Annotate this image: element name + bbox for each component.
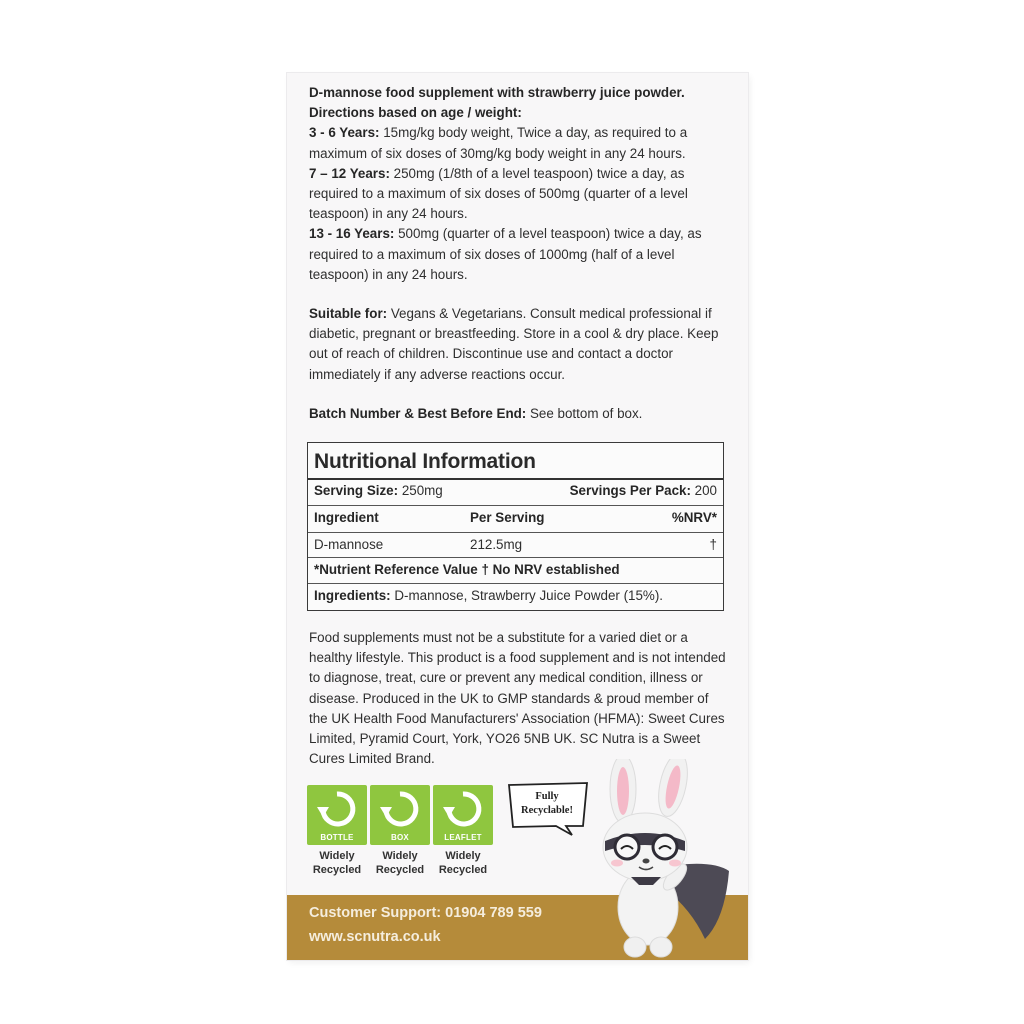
recycle-caption-line2: Recycled — [375, 864, 425, 876]
nutrition-title: Nutritional Information — [314, 450, 536, 473]
speech-bubble — [508, 782, 588, 826]
age-group-13-16 — [309, 224, 729, 285]
col-per-serving: Per Serving — [470, 510, 545, 525]
per-serving-cell: 212.5mg — [470, 537, 523, 552]
servings-per-pack-value: 200 — [690, 483, 717, 498]
directions-section — [309, 83, 729, 424]
suitable-for — [309, 304, 729, 385]
recycle-icon-label: LEAFLET — [444, 833, 482, 842]
servings-per-pack — [570, 479, 717, 503]
serving-size-label: Serving Size: — [314, 483, 399, 498]
recycle-icon-label: BOTTLE — [320, 833, 354, 842]
website: www.scnutra.co.uk — [309, 929, 441, 945]
batch-info — [309, 404, 729, 424]
servings-per-pack-label: Servings Per Pack: — [569, 483, 691, 498]
serving-size — [314, 483, 443, 498]
table-row — [314, 533, 717, 557]
age-group-3-6 — [309, 123, 729, 163]
recycle-icon-label: BOX — [391, 833, 409, 842]
recycle-caption-line2: Recycled — [312, 864, 362, 876]
recycle-caption-line1: Widely — [319, 850, 355, 862]
nrv-footnote: *Nutrient Reference Value † No NRV established — [314, 562, 620, 577]
recycle-badge-bottle — [307, 785, 367, 877]
nrv-cell: † — [709, 537, 717, 552]
age-text: 250mg (1/8th of a level teaspoon) twice a day, as required to a maximum of six doses of 500mg (quarter of a level teaspoon) in any 24 hours. — [309, 165, 688, 222]
recycle-icon — [433, 785, 493, 845]
batch-text: See bottom of box. — [526, 405, 643, 421]
recycle-caption — [433, 849, 493, 877]
recycle-caption — [307, 849, 367, 877]
recycle-caption-line1: Widely — [445, 850, 481, 862]
serving-row — [314, 479, 717, 503]
batch-label: Batch Number & Best Before End: — [309, 405, 527, 421]
recycle-caption — [370, 849, 430, 877]
age-label: 7 – 12 Years: — [309, 165, 390, 181]
bubble-line1: Fully — [535, 791, 559, 802]
recycle-caption-line1: Widely — [382, 850, 418, 862]
bubble-line2: Recyclable! — [521, 805, 573, 816]
legal-text: Food supplements must not be a substitute for a varied diet or a healthy lifestyle. This product is a food supplement and is not intended to diagnose, treat, cure or prevent any medical condition, illness or disease. Produced in the UK to GMP standards & proud member of the UK Health Food Manufacturers' Association (HFMA): Sweet Cures Limited, Pyramid Court, York, YO26 5NB UK. SC Nutra is a Sweet Cures Limited Brand. — [309, 630, 726, 767]
age-label: 3 - 6 Years: — [309, 125, 380, 141]
table-header-row — [314, 506, 717, 530]
recycle-icon — [370, 785, 430, 845]
ingredients-line — [314, 584, 717, 608]
age-text: 500mg (quarter of a level teaspoon) twice a day, as required to a maximum of six doses of 1000mg (half of a level teaspoon) in any 24 hours. — [309, 226, 702, 282]
col-nrv: %NRV* — [671, 510, 717, 525]
nutrition-table — [307, 442, 724, 611]
age-text: 15mg/kg body weight, Twice a day, as required to a maximum of six doses of 30mg/kg body weight in any 24 hours. — [309, 125, 688, 161]
bunny-mascot — [593, 759, 733, 964]
age-group-7-12 — [309, 164, 729, 225]
recycle-icon — [307, 785, 367, 845]
product-box-back-panel — [287, 73, 748, 960]
suitable-label: Suitable for: — [309, 306, 388, 322]
recycle-badge-leaflet — [433, 785, 493, 877]
serving-size-value: 250mg — [398, 483, 443, 498]
age-label: 13 - 16 Years: — [309, 226, 395, 242]
recycle-badge-box — [370, 785, 430, 877]
col-ingredient: Ingredient — [314, 510, 379, 525]
ingredients-text: D-mannose, Strawberry Juice Powder (15%). — [390, 588, 664, 603]
ingredients-label: Ingredients: — [314, 588, 391, 603]
recycle-caption-line2: Recycled — [438, 864, 488, 876]
customer-support: Customer Support: 01904 789 559 — [309, 905, 542, 921]
suitable-text: Vegans & Vegetarians. Consult medical professional if diabetic, pregnant or breastfeeding. Store in a cool & dry place. Keep out of reach of children. Discontinue use and contact a doctor immediately if any adverse reactions occur. — [309, 306, 719, 382]
intro-line-1: D-mannose food supplement with strawberry juice powder. — [309, 85, 685, 100]
ingredient-cell: D-mannose — [314, 537, 384, 552]
intro-line-2: Directions based on age / weight: — [309, 105, 522, 121]
